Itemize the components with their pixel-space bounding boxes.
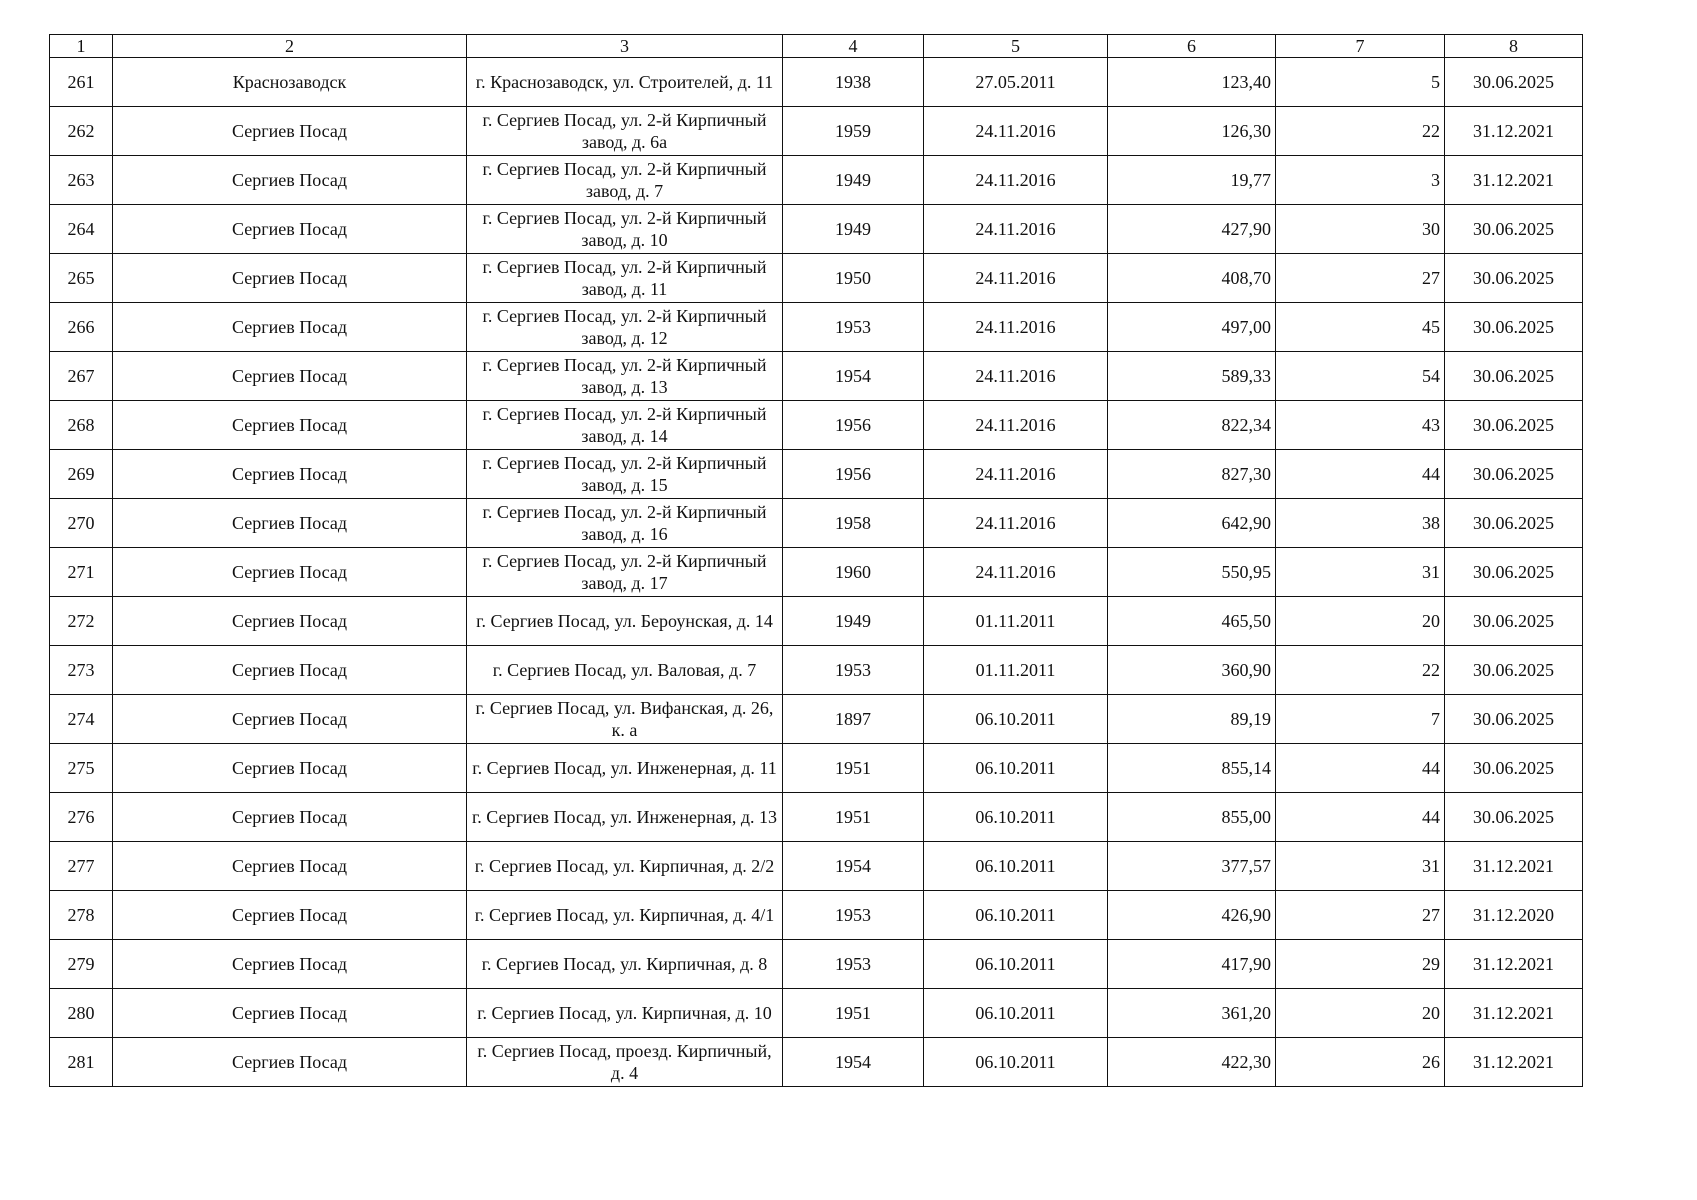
- count-cell: 22: [1276, 646, 1445, 695]
- year-built-cell: 1954: [783, 842, 924, 891]
- deadline-cell: 31.12.2021: [1445, 107, 1583, 156]
- row-number-cell: 262: [50, 107, 113, 156]
- year-built-cell: 1953: [783, 940, 924, 989]
- year-built-cell: 1956: [783, 401, 924, 450]
- deadline-cell: 30.06.2025: [1445, 744, 1583, 793]
- locality-cell: Сергиев Посад: [113, 254, 467, 303]
- count-cell: 54: [1276, 352, 1445, 401]
- table-row: [50, 499, 1583, 548]
- date-cell: 24.11.2016: [924, 107, 1108, 156]
- date-cell: 06.10.2011: [924, 744, 1108, 793]
- table-row: [50, 352, 1583, 401]
- area-cell: 550,95: [1108, 548, 1276, 597]
- locality-cell: Сергиев Посад: [113, 401, 467, 450]
- row-number-cell: 269: [50, 450, 113, 499]
- row-number-cell: 270: [50, 499, 113, 548]
- table-row: [50, 940, 1583, 989]
- date-cell: 24.11.2016: [924, 499, 1108, 548]
- table-row: [50, 107, 1583, 156]
- address-cell: г. Сергиев Посад, ул. 2-й Кирпичный завод, д. 7: [467, 156, 783, 205]
- area-cell: 377,57: [1108, 842, 1276, 891]
- address-cell: г. Сергиев Посад, ул. Инженерная, д. 13: [467, 793, 783, 842]
- row-number-cell: 268: [50, 401, 113, 450]
- year-built-cell: 1959: [783, 107, 924, 156]
- deadline-cell: 30.06.2025: [1445, 205, 1583, 254]
- address-cell: г. Сергиев Посад, проезд. Кирпичный, д. 4: [467, 1038, 783, 1087]
- count-cell: 45: [1276, 303, 1445, 352]
- area-cell: 408,70: [1108, 254, 1276, 303]
- area-cell: 465,50: [1108, 597, 1276, 646]
- area-cell: 427,90: [1108, 205, 1276, 254]
- row-number-cell: 276: [50, 793, 113, 842]
- date-cell: 06.10.2011: [924, 989, 1108, 1038]
- area-cell: 89,19: [1108, 695, 1276, 744]
- table-row: [50, 695, 1583, 744]
- address-cell: г. Сергиев Посад, ул. 2-й Кирпичный завод, д. 16: [467, 499, 783, 548]
- count-cell: 26: [1276, 1038, 1445, 1087]
- date-cell: 06.10.2011: [924, 793, 1108, 842]
- table-row: [50, 793, 1583, 842]
- deadline-cell: 31.12.2021: [1445, 989, 1583, 1038]
- deadline-cell: 30.06.2025: [1445, 597, 1583, 646]
- table-row: [50, 303, 1583, 352]
- row-number-cell: 274: [50, 695, 113, 744]
- date-cell: 24.11.2016: [924, 352, 1108, 401]
- locality-cell: Сергиев Посад: [113, 499, 467, 548]
- address-cell: г. Сергиев Посад, ул. Вифанская, д. 26, к. а: [467, 695, 783, 744]
- address-cell: г. Сергиев Посад, ул. 2-й Кирпичный завод, д. 10: [467, 205, 783, 254]
- locality-cell: Сергиев Посад: [113, 450, 467, 499]
- deadline-cell: 30.06.2025: [1445, 254, 1583, 303]
- count-cell: 43: [1276, 401, 1445, 450]
- row-number-cell: 275: [50, 744, 113, 793]
- area-cell: 497,00: [1108, 303, 1276, 352]
- row-number-cell: 265: [50, 254, 113, 303]
- locality-cell: Сергиев Посад: [113, 842, 467, 891]
- area-cell: 642,90: [1108, 499, 1276, 548]
- date-cell: 27.05.2011: [924, 58, 1108, 107]
- table-row: [50, 58, 1583, 107]
- locality-cell: Краснозаводск: [113, 58, 467, 107]
- deadline-cell: 31.12.2021: [1445, 940, 1583, 989]
- year-built-cell: 1960: [783, 548, 924, 597]
- row-number-cell: 266: [50, 303, 113, 352]
- table-row: [50, 842, 1583, 891]
- year-built-cell: 1954: [783, 1038, 924, 1087]
- table-row: [50, 205, 1583, 254]
- locality-cell: Сергиев Посад: [113, 156, 467, 205]
- locality-cell: Сергиев Посад: [113, 940, 467, 989]
- count-cell: 31: [1276, 548, 1445, 597]
- year-built-cell: 1951: [783, 989, 924, 1038]
- locality-cell: Сергиев Посад: [113, 1038, 467, 1087]
- address-cell: г. Сергиев Посад, ул. Кирпичная, д. 4/1: [467, 891, 783, 940]
- deadline-cell: 30.06.2025: [1445, 646, 1583, 695]
- count-cell: 44: [1276, 450, 1445, 499]
- row-number-cell: 280: [50, 989, 113, 1038]
- locality-cell: Сергиев Посад: [113, 352, 467, 401]
- address-cell: г. Сергиев Посад, ул. Кирпичная, д. 2/2: [467, 842, 783, 891]
- table-row: [50, 156, 1583, 205]
- column-number-header: 6: [1108, 35, 1276, 58]
- area-cell: 123,40: [1108, 58, 1276, 107]
- count-cell: 27: [1276, 254, 1445, 303]
- locality-cell: Сергиев Посад: [113, 989, 467, 1038]
- count-cell: 27: [1276, 891, 1445, 940]
- deadline-cell: 30.06.2025: [1445, 695, 1583, 744]
- date-cell: 24.11.2016: [924, 401, 1108, 450]
- date-cell: 01.11.2011: [924, 597, 1108, 646]
- row-number-cell: 267: [50, 352, 113, 401]
- row-number-cell: 272: [50, 597, 113, 646]
- area-cell: 361,20: [1108, 989, 1276, 1038]
- address-cell: г. Сергиев Посад, ул. Инженерная, д. 11: [467, 744, 783, 793]
- row-number-cell: 278: [50, 891, 113, 940]
- date-cell: 01.11.2011: [924, 646, 1108, 695]
- year-built-cell: 1949: [783, 205, 924, 254]
- date-cell: 24.11.2016: [924, 303, 1108, 352]
- year-built-cell: 1951: [783, 793, 924, 842]
- table-row: [50, 597, 1583, 646]
- address-cell: г. Сергиев Посад, ул. 2-й Кирпичный завод, д. 11: [467, 254, 783, 303]
- row-number-cell: 264: [50, 205, 113, 254]
- count-cell: 29: [1276, 940, 1445, 989]
- deadline-cell: 30.06.2025: [1445, 303, 1583, 352]
- column-number-header: 5: [924, 35, 1108, 58]
- date-cell: 06.10.2011: [924, 695, 1108, 744]
- locality-cell: Сергиев Посад: [113, 205, 467, 254]
- table-row: [50, 989, 1583, 1038]
- year-built-cell: 1956: [783, 450, 924, 499]
- year-built-cell: 1949: [783, 156, 924, 205]
- row-number-cell: 279: [50, 940, 113, 989]
- year-built-cell: 1938: [783, 58, 924, 107]
- column-number-header: 8: [1445, 35, 1583, 58]
- table-row: [50, 1038, 1583, 1087]
- year-built-cell: 1953: [783, 646, 924, 695]
- area-cell: 126,30: [1108, 107, 1276, 156]
- column-number-row: [50, 35, 1583, 58]
- deadline-cell: 31.12.2021: [1445, 156, 1583, 205]
- column-number-header: 4: [783, 35, 924, 58]
- row-number-cell: 261: [50, 58, 113, 107]
- date-cell: 06.10.2011: [924, 842, 1108, 891]
- date-cell: 06.10.2011: [924, 891, 1108, 940]
- area-cell: 19,77: [1108, 156, 1276, 205]
- table-row: [50, 450, 1583, 499]
- table-row: [50, 646, 1583, 695]
- count-cell: 20: [1276, 989, 1445, 1038]
- area-cell: 360,90: [1108, 646, 1276, 695]
- row-number-cell: 273: [50, 646, 113, 695]
- deadline-cell: 31.12.2021: [1445, 1038, 1583, 1087]
- deadline-cell: 30.06.2025: [1445, 499, 1583, 548]
- count-cell: 5: [1276, 58, 1445, 107]
- table-row: [50, 254, 1583, 303]
- date-cell: 24.11.2016: [924, 450, 1108, 499]
- area-cell: 426,90: [1108, 891, 1276, 940]
- table-row: [50, 744, 1583, 793]
- locality-cell: Сергиев Посад: [113, 695, 467, 744]
- area-cell: 827,30: [1108, 450, 1276, 499]
- locality-cell: Сергиев Посад: [113, 793, 467, 842]
- table-row: [50, 891, 1583, 940]
- year-built-cell: 1897: [783, 695, 924, 744]
- area-cell: 417,90: [1108, 940, 1276, 989]
- area-cell: 422,30: [1108, 1038, 1276, 1087]
- column-number-header: 1: [50, 35, 113, 58]
- address-cell: г. Краснозаводск, ул. Строителей, д. 11: [467, 58, 783, 107]
- row-number-cell: 281: [50, 1038, 113, 1087]
- date-cell: 24.11.2016: [924, 548, 1108, 597]
- count-cell: 44: [1276, 793, 1445, 842]
- deadline-cell: 31.12.2020: [1445, 891, 1583, 940]
- column-number-header: 3: [467, 35, 783, 58]
- year-built-cell: 1953: [783, 303, 924, 352]
- year-built-cell: 1953: [783, 891, 924, 940]
- date-cell: 24.11.2016: [924, 254, 1108, 303]
- row-number-cell: 271: [50, 548, 113, 597]
- address-cell: г. Сергиев Посад, ул. Бероунская, д. 14: [467, 597, 783, 646]
- deadline-cell: 30.06.2025: [1445, 352, 1583, 401]
- table-row: [50, 548, 1583, 597]
- count-cell: 30: [1276, 205, 1445, 254]
- address-cell: г. Сергиев Посад, ул. Валовая, д. 7: [467, 646, 783, 695]
- deadline-cell: 30.06.2025: [1445, 450, 1583, 499]
- locality-cell: Сергиев Посад: [113, 107, 467, 156]
- count-cell: 7: [1276, 695, 1445, 744]
- year-built-cell: 1951: [783, 744, 924, 793]
- deadline-cell: 31.12.2021: [1445, 842, 1583, 891]
- row-number-cell: 277: [50, 842, 113, 891]
- address-cell: г. Сергиев Посад, ул. Кирпичная, д. 10: [467, 989, 783, 1038]
- area-cell: 589,33: [1108, 352, 1276, 401]
- year-built-cell: 1949: [783, 597, 924, 646]
- address-cell: г. Сергиев Посад, ул. 2-й Кирпичный завод, д. 14: [467, 401, 783, 450]
- row-number-cell: 263: [50, 156, 113, 205]
- count-cell: 22: [1276, 107, 1445, 156]
- area-cell: 822,34: [1108, 401, 1276, 450]
- address-cell: г. Сергиев Посад, ул. Кирпичная, д. 8: [467, 940, 783, 989]
- locality-cell: Сергиев Посад: [113, 303, 467, 352]
- deadline-cell: 30.06.2025: [1445, 548, 1583, 597]
- count-cell: 3: [1276, 156, 1445, 205]
- count-cell: 20: [1276, 597, 1445, 646]
- date-cell: 24.11.2016: [924, 156, 1108, 205]
- locality-cell: Сергиев Посад: [113, 597, 467, 646]
- count-cell: 31: [1276, 842, 1445, 891]
- address-cell: г. Сергиев Посад, ул. 2-й Кирпичный завод, д. 12: [467, 303, 783, 352]
- locality-cell: Сергиев Посад: [113, 548, 467, 597]
- deadline-cell: 30.06.2025: [1445, 793, 1583, 842]
- year-built-cell: 1954: [783, 352, 924, 401]
- year-built-cell: 1958: [783, 499, 924, 548]
- locality-cell: Сергиев Посад: [113, 646, 467, 695]
- date-cell: 24.11.2016: [924, 205, 1108, 254]
- locality-cell: Сергиев Посад: [113, 891, 467, 940]
- table-row: [50, 401, 1583, 450]
- locality-cell: Сергиев Посад: [113, 744, 467, 793]
- area-cell: 855,14: [1108, 744, 1276, 793]
- address-cell: г. Сергиев Посад, ул. 2-й Кирпичный завод, д. 6а: [467, 107, 783, 156]
- address-cell: г. Сергиев Посад, ул. 2-й Кирпичный завод, д. 17: [467, 548, 783, 597]
- deadline-cell: 30.06.2025: [1445, 401, 1583, 450]
- date-cell: 06.10.2011: [924, 1038, 1108, 1087]
- count-cell: 38: [1276, 499, 1445, 548]
- count-cell: 44: [1276, 744, 1445, 793]
- date-cell: 06.10.2011: [924, 940, 1108, 989]
- address-cell: г. Сергиев Посад, ул. 2-й Кирпичный завод, д. 13: [467, 352, 783, 401]
- address-cell: г. Сергиев Посад, ул. 2-й Кирпичный завод, д. 15: [467, 450, 783, 499]
- column-number-header: 7: [1276, 35, 1445, 58]
- column-number-header: 2: [113, 35, 467, 58]
- year-built-cell: 1950: [783, 254, 924, 303]
- register-table: [49, 34, 1583, 1087]
- area-cell: 855,00: [1108, 793, 1276, 842]
- deadline-cell: 30.06.2025: [1445, 58, 1583, 107]
